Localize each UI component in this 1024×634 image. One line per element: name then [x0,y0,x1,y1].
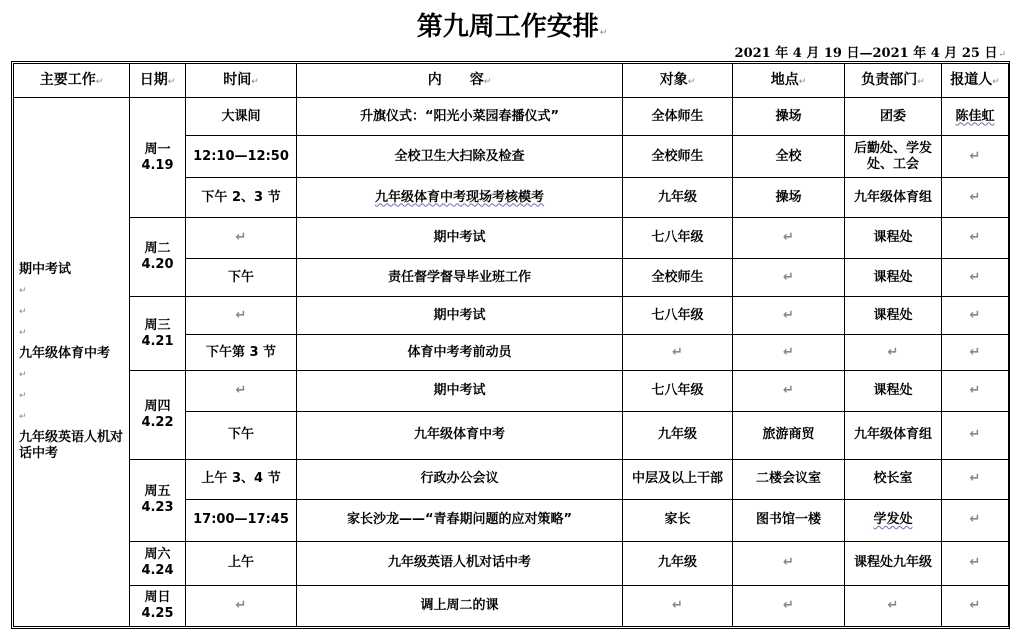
main-work-item: 九年级英语人机对话中考 [19,430,124,462]
location-cell: 图书馆一楼 [733,499,845,541]
target-cell: ↵ [623,335,733,371]
reporter-cell: ↵ [942,335,1009,371]
time-cell: 下午 [186,411,297,459]
department-cell: 九年级体育组 [845,178,942,218]
day-cell-tue: 周二 4.20 [130,218,186,297]
main-work-cell [14,98,130,627]
time-cell: 17:00—17:45 [186,499,297,541]
content-cell: 体育中考考前动员 [297,335,623,371]
location-cell: ↵ [733,218,845,259]
time-cell: 12:10—12:50 [186,136,297,178]
table-row [14,98,1009,136]
content-cell: 九年级英语人机对话中考 [297,541,623,585]
header-time: 时间↵ [186,64,297,98]
content-cell: 九年级体育中考 [297,411,623,459]
location-cell: ↵ [733,371,845,411]
table-row [14,541,1009,585]
location-cell: ↵ [733,541,845,585]
content-cell: 期中考试 [297,371,623,411]
header-department: 负责部门↵ [845,64,942,98]
content-cell: 责任督学督导毕业班工作 [297,259,623,297]
reporter-cell: ↵ [942,178,1009,218]
target-cell: 九年级 [623,541,733,585]
day-cell-sun: 周日 4.25 [130,585,186,626]
reporter-cell: 陈佳虹 [942,98,1009,136]
reporter-cell: ↵ [942,411,1009,459]
header-target: 对象↵ [623,64,733,98]
location-cell: 操场 [733,98,845,136]
time-cell: 下午第 3 节 [186,335,297,371]
target-cell: 全校师生 [623,136,733,178]
target-cell: 七八年级 [623,371,733,411]
paragraph-mark: ↵ [599,28,608,38]
table-row [14,585,1009,626]
reporter-cell: ↵ [942,499,1009,541]
day-cell-sat: 周六 4.24 [130,541,186,585]
department-cell: 校长室 [845,459,942,499]
main-work-item: ↵ [19,412,27,423]
target-cell: ↵ [623,585,733,626]
reporter-cell: ↵ [942,459,1009,499]
target-cell: 七八年级 [623,218,733,259]
header-location: 地点↵ [733,64,845,98]
main-work-item: ↵ [19,328,27,339]
target-cell: 九年级 [623,411,733,459]
content-cell: 调上周二的课 [297,585,623,626]
location-cell: ↵ [733,585,845,626]
target-cell: 七八年级 [623,297,733,335]
location-cell: ↵ [733,259,845,297]
time-cell: 上午 [186,541,297,585]
department-cell: 后勤处、学发处、工会 [845,136,942,178]
reporter-cell: ↵ [942,371,1009,411]
header-date: 日期↵ [130,64,186,98]
department-cell: 九年级体育组 [845,411,942,459]
location-cell: ↵ [733,297,845,335]
time-cell: 大课间 [186,98,297,136]
page-title: 第九周工作安排↵ [416,12,608,42]
schedule-table [13,63,1009,627]
location-cell: 旅游商贸 [733,411,845,459]
department-cell: 课程处九年级 [845,541,942,585]
location-cell: 全校 [733,136,845,178]
target-cell: 全校师生 [623,259,733,297]
main-work-item: ↵ [19,370,27,381]
time-cell: 下午 [186,259,297,297]
content-cell: 期中考试 [297,297,623,335]
table-row [14,297,1009,335]
department-cell: 课程处 [845,259,942,297]
location-cell: 二楼会议室 [733,459,845,499]
main-work-item: 九年级体育中考 [19,346,111,362]
location-cell: 操场 [733,178,845,218]
department-cell: 学发处 [845,499,942,541]
header-content: 内 容↵ [297,64,623,98]
table-row [14,371,1009,411]
time-cell: ↵ [186,218,297,259]
department-cell: ↵ [845,585,942,626]
time-cell: ↵ [186,371,297,411]
reporter-cell: ↵ [942,136,1009,178]
target-cell: 中层及以上干部 [623,459,733,499]
target-cell: 家长 [623,499,733,541]
reporter-cell: ↵ [942,297,1009,335]
content-cell: 九年级体育中考现场考核模考 [297,178,623,218]
content-cell: 升旗仪式：“阳光小菜园春播仪式” [297,98,623,136]
location-cell: ↵ [733,335,845,371]
time-cell: 上午 3、4 节 [186,459,297,499]
day-cell-thu: 周四 4.22 [130,371,186,459]
header-row [14,64,1009,98]
main-work-item: ↵ [19,286,27,297]
department-cell: 课程处 [845,297,942,335]
reporter-cell: ↵ [942,541,1009,585]
reporter-cell: ↵ [942,585,1009,626]
reporter-cell: ↵ [942,259,1009,297]
content-cell: 行政办公会议 [297,459,623,499]
paragraph-mark: ↵ [998,50,1006,60]
main-work-item: ↵ [19,307,27,318]
department-cell: 课程处 [845,218,942,259]
target-cell: 九年级 [623,178,733,218]
main-work-item: 期中考试 [19,262,72,278]
content-cell: 期中考试 [297,218,623,259]
department-cell: 团委 [845,98,942,136]
table-row [14,218,1009,259]
target-cell: 全体师生 [623,98,733,136]
department-cell: ↵ [845,335,942,371]
day-cell-wed: 周三 4.21 [130,297,186,371]
department-cell: 课程处 [845,371,942,411]
main-work-item: ↵ [19,391,27,402]
header-reporter: 报道人↵ [942,64,1009,98]
time-cell: 下午 2、3 节 [186,178,297,218]
header-main-work: 主要工作↵ [14,64,130,98]
date-range: 2021 年 4 月 19 日—2021 年 4 月 25 日↵ [734,46,1006,61]
content-cell: 家长沙龙——“青春期问题的应对策略” [297,499,623,541]
table-row [14,459,1009,499]
reporter-cell: ↵ [942,218,1009,259]
content-cell: 全校卫生大扫除及检查 [297,136,623,178]
time-cell: ↵ [186,585,297,626]
time-cell: ↵ [186,297,297,335]
day-cell-mon: 周一 4.19 [130,98,186,218]
day-cell-fri: 周五 4.23 [130,459,186,541]
